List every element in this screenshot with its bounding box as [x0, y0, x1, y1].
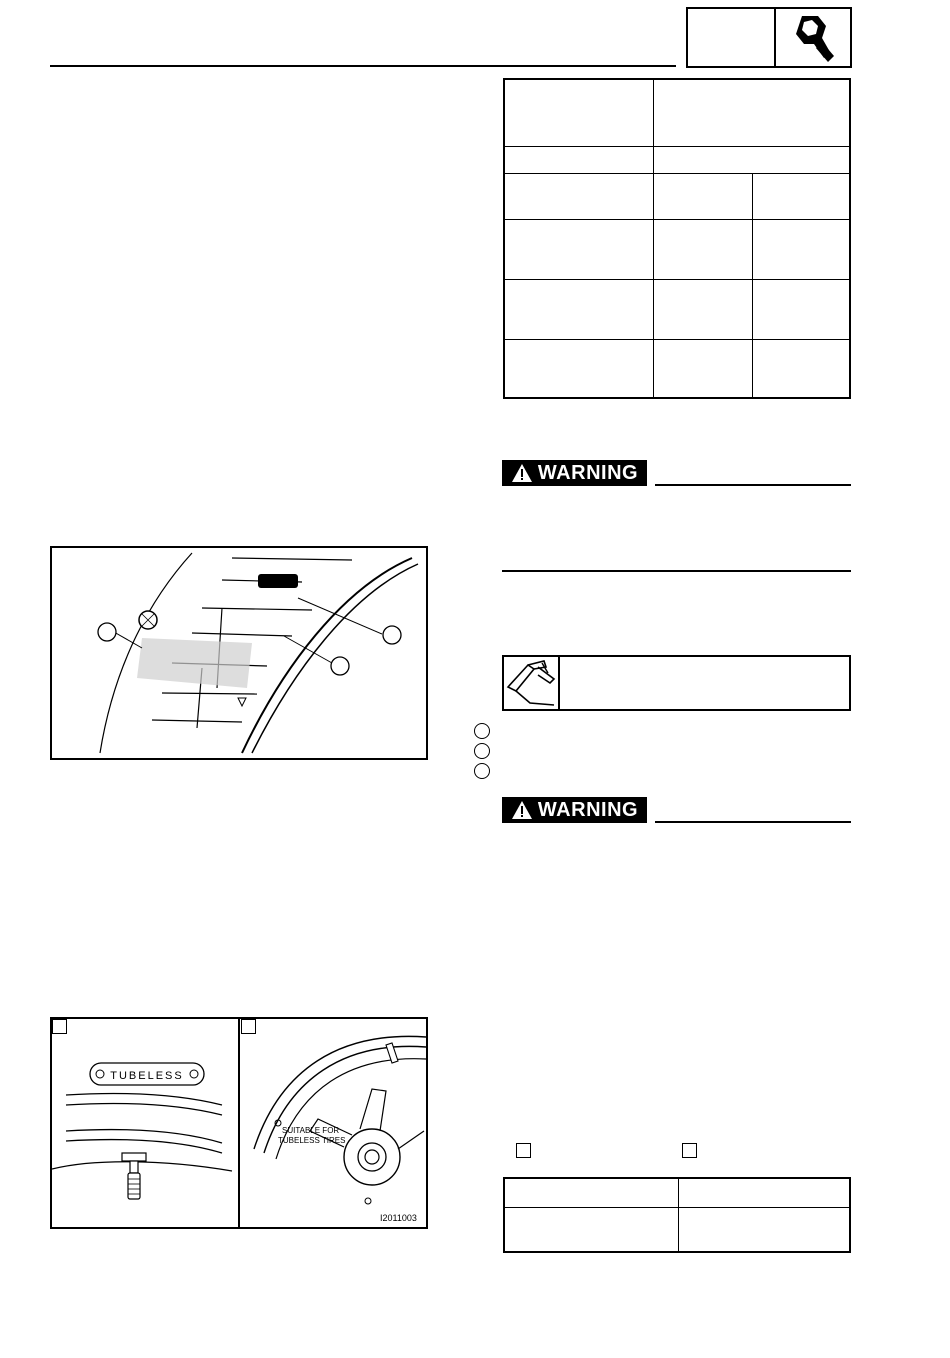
spec-cell — [504, 339, 654, 398]
figure-code: I2011003 — [380, 1213, 417, 1223]
header-rule — [50, 65, 676, 67]
wheel-mark-line2: TUBELESS TIRES — [278, 1136, 346, 1145]
header-tab-divider — [774, 7, 776, 68]
spec-cell — [654, 279, 753, 339]
spec-cell — [753, 173, 851, 219]
table-cell — [679, 1207, 851, 1252]
legend-box — [516, 1143, 531, 1158]
warning-label: WARNING — [537, 798, 639, 821]
caliper-icon — [504, 657, 558, 709]
warning-label: WARNING — [537, 461, 639, 484]
wrench-nut-icon — [782, 12, 844, 64]
table-cell — [504, 1178, 679, 1207]
table-cell — [504, 1207, 679, 1252]
spec-cell — [504, 146, 654, 173]
measure-note-divider — [558, 655, 560, 711]
warning-rule-bottom — [502, 570, 851, 572]
spec-cell — [753, 339, 851, 398]
warning-rule-top — [655, 484, 851, 486]
spec-cell — [654, 79, 851, 146]
callout-circle — [474, 723, 490, 739]
table-cell — [679, 1178, 851, 1207]
tire-spec-table — [503, 78, 851, 399]
spec-cell — [504, 219, 654, 279]
tubeless-sidewall-text: TUBELESS — [110, 1070, 184, 1082]
warning-triangle-icon — [511, 463, 533, 483]
legend-box — [682, 1143, 697, 1158]
spec-cell — [504, 173, 654, 219]
spec-cell — [654, 146, 851, 173]
tire-wear-illustration — [52, 548, 426, 758]
spec-cell — [753, 279, 851, 339]
spec-cell — [504, 279, 654, 339]
wheel-type-table — [503, 1177, 851, 1253]
warning-badge — [502, 460, 647, 486]
spec-cell — [654, 339, 753, 398]
spec-cell — [654, 219, 753, 279]
spec-cell — [753, 219, 851, 279]
spec-cell — [654, 173, 753, 219]
callout-circle — [474, 743, 490, 759]
warning-badge — [502, 797, 647, 823]
callout-circle — [474, 763, 490, 779]
warning-rule-top — [655, 821, 851, 823]
wheel-mark-line1: SUITABLE FOR — [282, 1126, 340, 1135]
tubeless-wheel-illustration — [240, 1019, 426, 1227]
warning-triangle-icon — [511, 800, 533, 820]
spec-cell — [504, 79, 654, 146]
tubeless-tire-illustration — [52, 1019, 238, 1227]
